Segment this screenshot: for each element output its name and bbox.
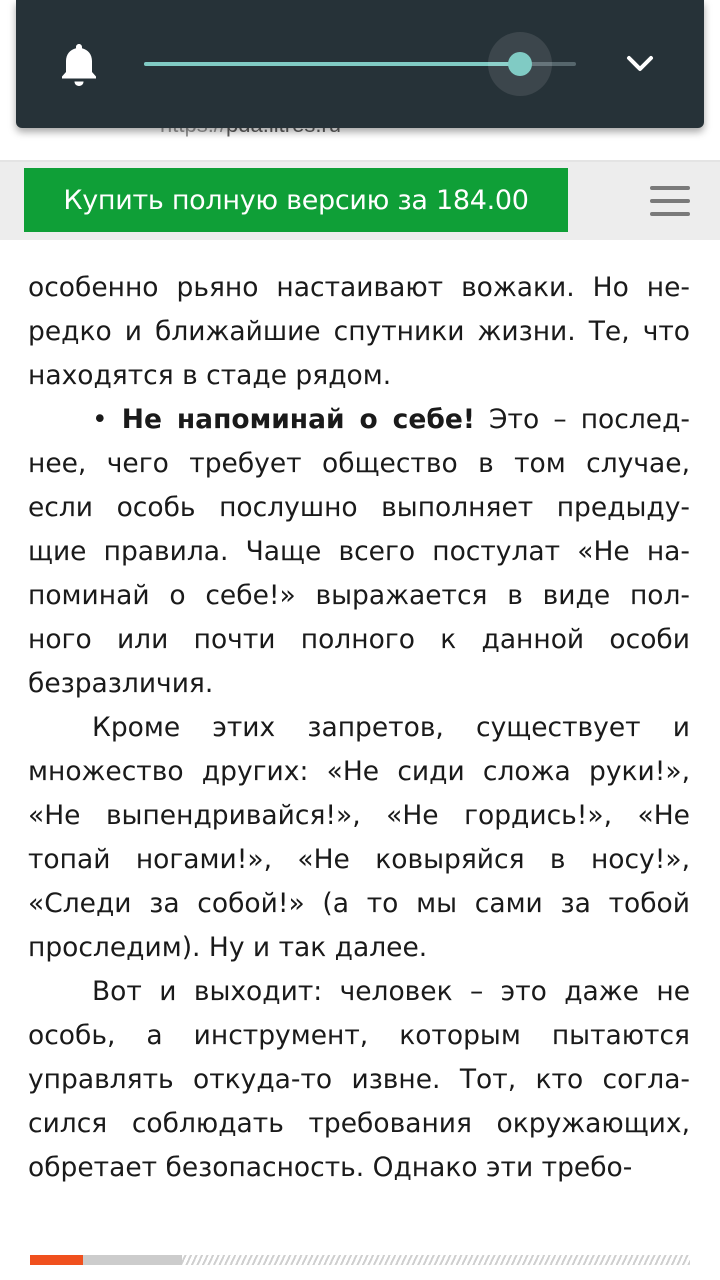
buy-full-version-button[interactable]: Купить полную версию за 184.00	[24, 168, 568, 232]
bullet-marker: •	[92, 404, 108, 435]
paragraph-4: Вот и выходит: человек – это даже не особь, а инструмент, которым пытаются управлять откуда-то извне. Тот, кто согла- сился соблюдать требования окружающих, обретает безопасность. Однако эти требо-	[28, 976, 690, 1183]
volume-slider-thumb[interactable]	[508, 52, 532, 76]
hamburger-menu-icon[interactable]	[650, 186, 690, 216]
paragraph-2-text: Это – послед- нее, чего требует общество в том случае, если особь послушно выполняет предыду- щие правила. Чаще всего постулат «Не на- поминай о себе!» выражается в виде пол- ного или почти полного к данной особи безразличия.	[28, 404, 690, 699]
reader-toolbar	[0, 162, 720, 240]
reading-progress-loaded	[83, 1255, 182, 1265]
paragraph-2	[28, 398, 690, 706]
chevron-down-icon[interactable]	[624, 50, 656, 78]
paragraph-1: особенно рьяно настаивают вожаки. Но не- редко и ближайшие спутники жизни. Те, что находятся в стаде рядом.	[28, 272, 690, 391]
reading-progress-read	[30, 1255, 83, 1265]
volume-slider-fill	[144, 62, 520, 66]
volume-panel	[16, 0, 704, 128]
bell-icon[interactable]	[60, 42, 98, 88]
book-text	[28, 266, 690, 1190]
bold-rule-title: Не напоминай о себе!	[121, 404, 475, 435]
paragraph-3: Кроме этих запретов, существует и множество других: «Не сиди сложа руки!», «Не выпендривайся!», «Не гордись!», «Не топай ногами!», «Не ковыряйся в носу!», «Следи за собой!» (а то мы сами за тобой проследим). Ну и так далее.	[28, 712, 690, 963]
volume-slider[interactable]	[144, 44, 576, 84]
reading-progress-bar[interactable]	[30, 1255, 690, 1265]
